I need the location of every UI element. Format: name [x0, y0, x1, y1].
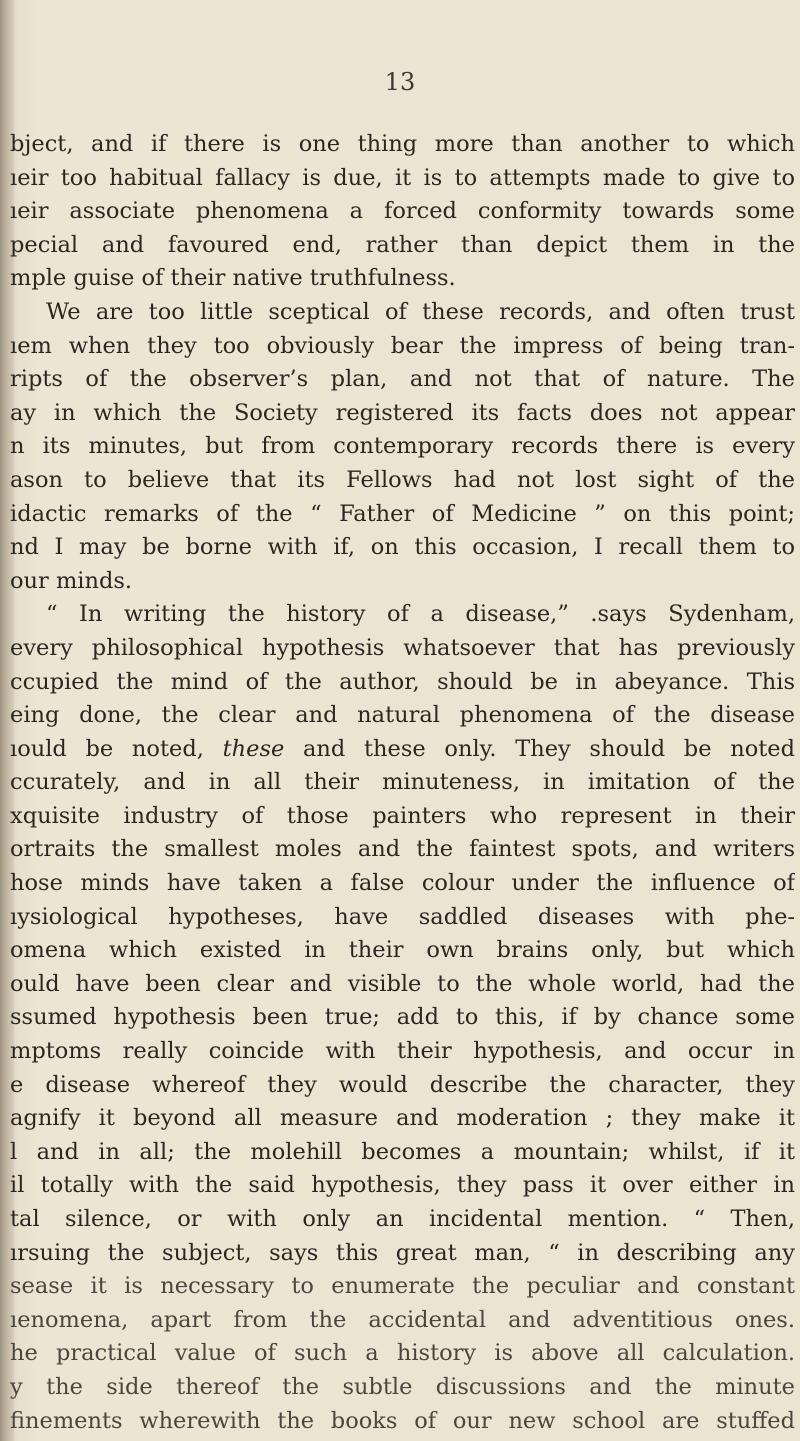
text-line: sease it is necessary to enumerate the peculiar and constant	[10, 1273, 795, 1300]
text-line: our minds.	[10, 567, 133, 594]
page-number: 13	[384, 68, 416, 96]
text-line: idactic remarks of the “ Father of Medicine ” on this point;	[10, 500, 795, 527]
text-line: eing done, the clear and natural phenomena of the disease	[10, 702, 795, 729]
text-line: ıeir associate phenomena a forced conformity towards some	[10, 198, 795, 225]
text-line: tal silence, or with only an incidental mention. “ Then,	[10, 1206, 795, 1232]
body-text	[10, 128, 795, 1438]
emphasis: these	[222, 735, 285, 762]
text-line: every philosophical hypothesis whatsoever that has previously	[10, 634, 795, 661]
text-line: ccurately, and in all their minuteness, in imitation of the	[10, 769, 795, 796]
text-line: y the side thereof the subtle discussions and the minute	[10, 1373, 795, 1400]
text-line: pecial and favoured end, rather than depict them in the	[10, 231, 795, 258]
text-line: il totally with the said hypothesis, they pass it over either in	[10, 1172, 795, 1199]
text-line: ccupied the mind of the author, should be in abeyance. This	[10, 668, 795, 695]
text-line: finements wherewith the books of our new school are stuffed	[10, 1407, 795, 1434]
text-line: ripts of the observer’s plan, and not that of nature. The	[10, 366, 795, 393]
text-line: ıould be noted, these and these only. They should be noted	[10, 735, 795, 762]
text-line: omena which existed in their own brains only, but which	[10, 937, 795, 964]
text-line: We are too little sceptical of these records, and often trust	[46, 298, 795, 325]
text-line: n its minutes, but from contemporary records there is every	[10, 433, 795, 460]
text-line: ay in which the Society registered its facts does not appear	[10, 399, 795, 426]
text-line: “ In writing the history of a disease,” .says Sydenham,	[46, 601, 795, 628]
text-line: ıysiological hypotheses, have saddled diseases with phe-	[10, 903, 795, 930]
text-line: ould have been clear and visible to the whole world, had the	[10, 970, 795, 997]
text-line: mple guise of their native truthfulness.	[10, 265, 456, 292]
text-line: ırsuing the subject, says this great man, “ in describing any	[10, 1239, 795, 1266]
text-line: bject, and if there is one thing more than another to which	[10, 131, 795, 157]
text-line: nd I may be borne with if, on this occasion, I recall them to	[10, 534, 795, 561]
text-line: hose minds have taken a false colour under the influence of	[10, 870, 795, 897]
text-line: ortraits the smallest moles and the faintest spots, and writers	[10, 836, 795, 863]
text-line: l and in all; the molehill becomes a mountain; whilst, if it	[10, 1138, 795, 1165]
text-line: agnify it beyond all measure and moderation ; they make it	[10, 1105, 795, 1132]
text-line: ıeir too habitual fallacy is due, it is to attempts made to give to	[10, 164, 795, 191]
text-line: ason to believe that its Fellows had not lost sight of the	[10, 466, 795, 493]
text-line: ıem when they too obviously bear the impress of being tran-	[10, 332, 795, 359]
text-line: he practical value of such a history is above all calculation.	[10, 1340, 795, 1367]
text-line: ıenomena, apart from the accidental and adventitious ones.	[10, 1306, 795, 1333]
text-line: ssumed hypothesis been true; add to this, if by chance some	[10, 1004, 795, 1031]
text-line: xquisite industry of those painters who represent in their	[10, 802, 795, 829]
text-line: mptoms really coincide with their hypothesis, and occur in	[10, 1038, 795, 1065]
text-line: e disease whereof they would describe the character, they	[10, 1071, 795, 1098]
